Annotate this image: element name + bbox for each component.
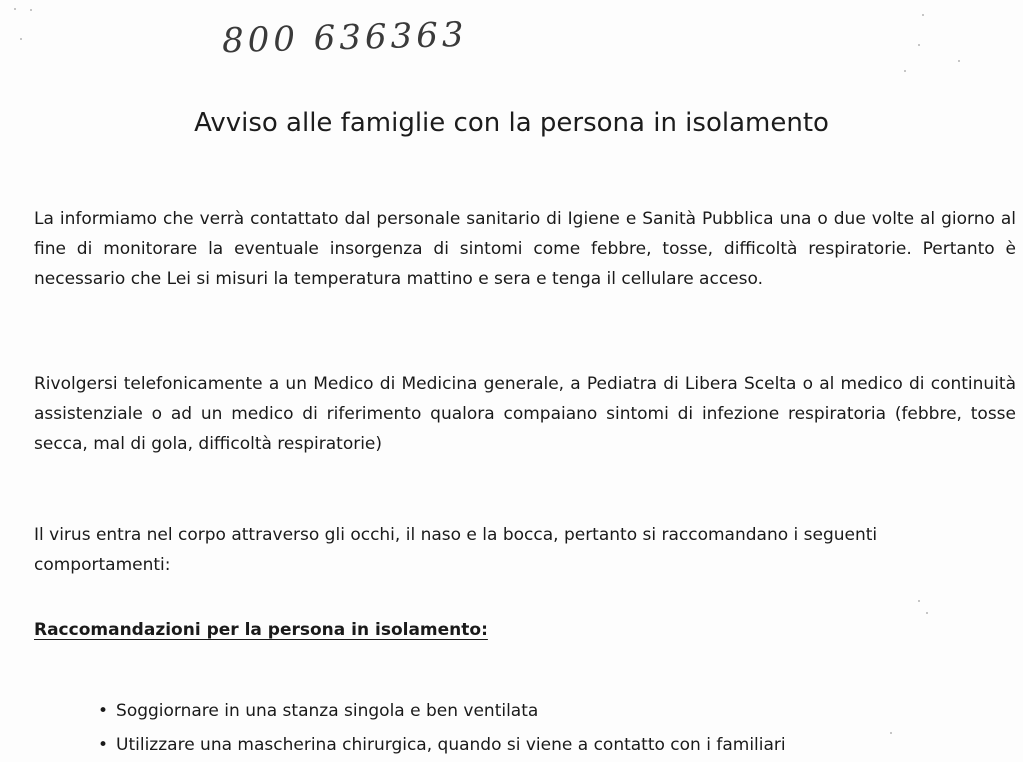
list-item (98, 694, 786, 728)
section-heading-recommendations: Raccomandazioni per la persona in isolamento: (34, 620, 488, 640)
handwritten-phone-number: 800 636363 (221, 14, 468, 62)
scan-speck (14, 8, 16, 10)
paragraph-virus-entry: Il virus entra nel corpo attraverso gli occhi, il naso e la bocca, pertanto si raccomandano i seguenti comportamenti: (34, 525, 878, 575)
scan-speck (20, 38, 22, 40)
scan-speck (890, 732, 892, 734)
scan-speck (918, 44, 920, 46)
paragraph-monitoring: La informiamo che verrà contattato dal personale sanitario di Igiene e Sanità Pubblica una o due volte al giorno al fine di monitorare la eventuale insorgenza di sintomi come febbre, tosse, difficoltà respiratorie. Pertanto è necessario che Lei si misuri la temperatura mattino e sera e tenga il cellulare acceso. (34, 209, 1016, 289)
scan-speck (926, 612, 928, 614)
scan-speck (918, 600, 920, 602)
list-item-text: Soggiornare in una stanza singola e ben ventilata (116, 701, 539, 721)
scan-speck (922, 14, 924, 16)
paragraph-contact-doctor: Rivolgersi telefonicamente a un Medico di Medicina generale, a Pediatra di Libera Scelta o al medico di continuità assistenziale o ad un medico di riferimento qualora compaiano sintomi di infezione respiratoria (febbre, tosse secca, mal di gola, difficoltà respiratorie) (34, 374, 1016, 454)
list-item-text: Utilizzare una mascherina chirurgica, quando si viene a contatto con i familiari (116, 735, 786, 755)
list-item (98, 728, 786, 762)
bullet-icon: • (98, 701, 109, 721)
scan-speck (904, 70, 906, 72)
bullet-icon: • (98, 735, 109, 755)
scan-speck (958, 60, 960, 62)
scan-speck (30, 9, 32, 11)
page-title: Avviso alle famiglie con la persona in isolamento (194, 108, 829, 138)
recommendations-list (98, 694, 786, 762)
